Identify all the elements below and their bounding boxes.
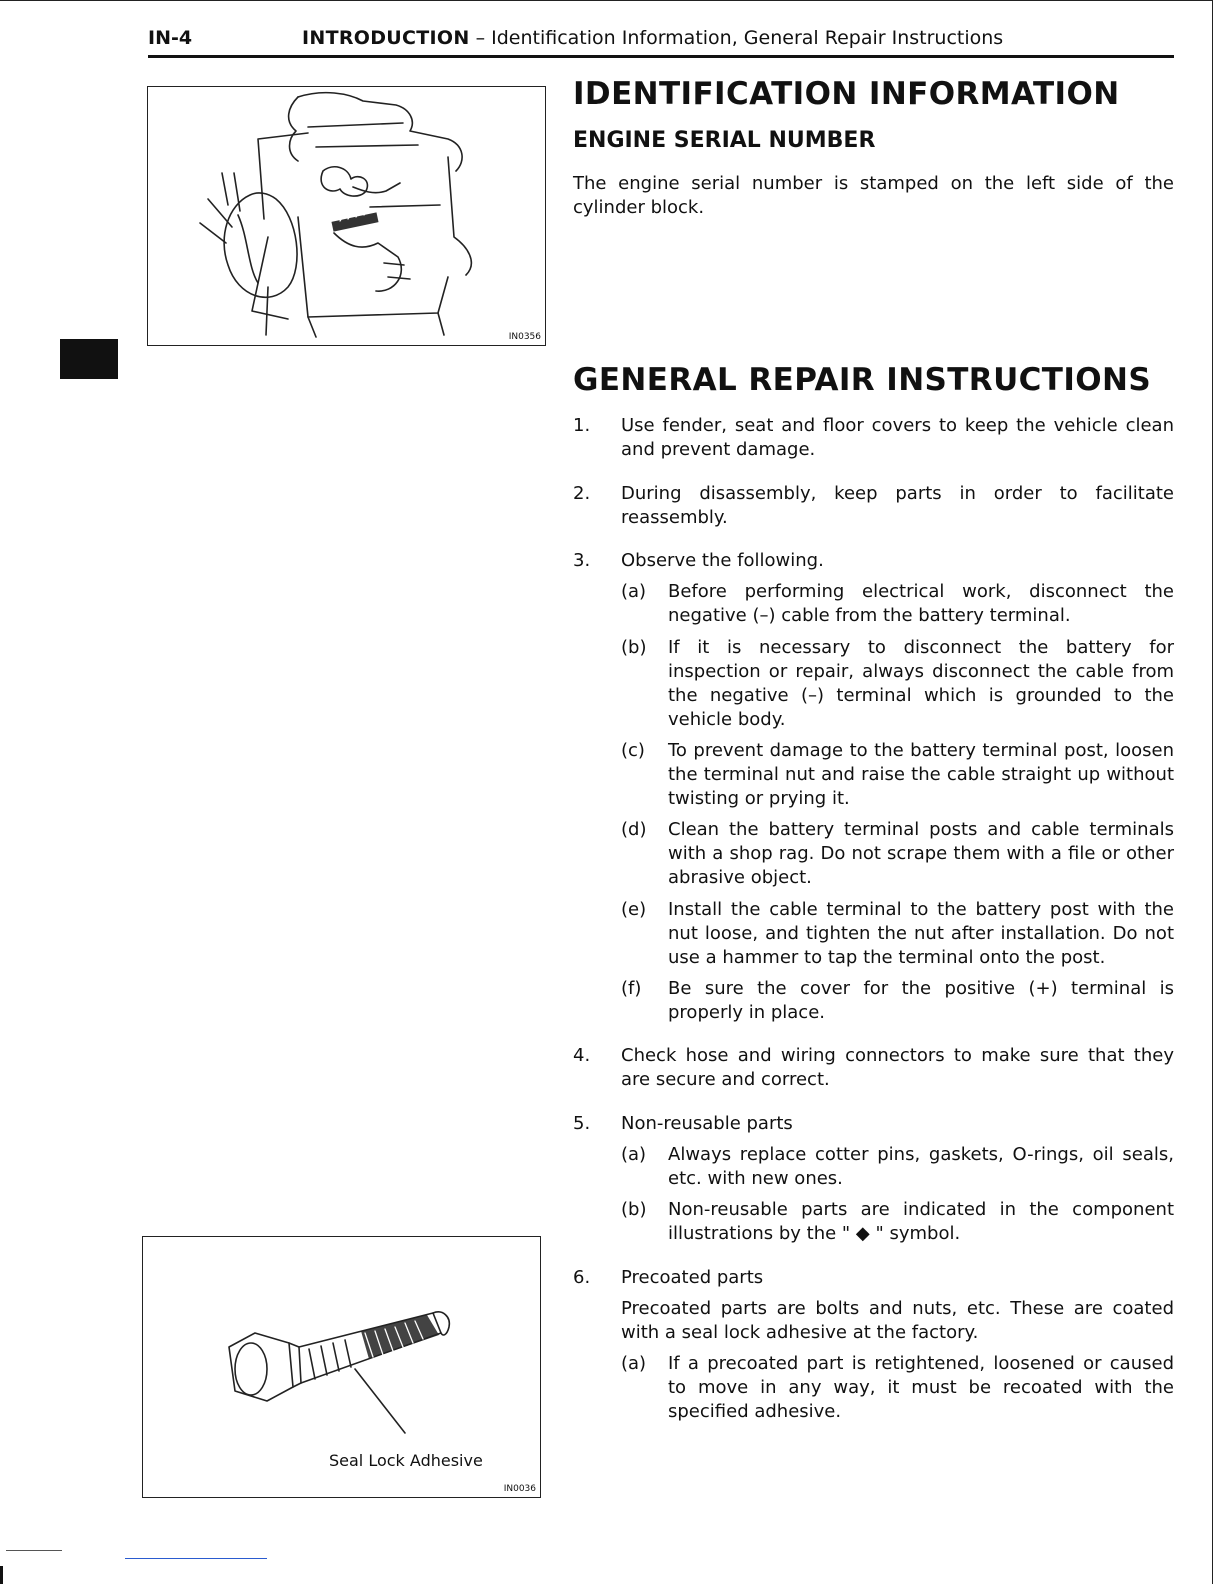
subitem-text: Clean the battery terminal posts and cable terminals with a shop rag. Do not scrape them with a file or other abrasive object. <box>668 819 1174 888</box>
page-border-right <box>1212 0 1213 1584</box>
figure-code: IN0036 <box>503 1484 536 1494</box>
subitem-letter: (b) <box>621 637 647 658</box>
item-text: Observe the following. <box>621 550 824 571</box>
engine-figure <box>147 86 546 346</box>
general-repair-heading: GENERAL REPAIR INSTRUCTIONS <box>573 362 1152 398</box>
item-number: 4. <box>573 1045 591 1066</box>
footer-mark <box>0 1566 3 1584</box>
subitem-text: Before performing electrical work, disconnect the negative (–) cable from the battery terminal. <box>668 581 1174 626</box>
item-number: 2. <box>573 483 591 504</box>
subitem-text: If it is necessary to disconnect the battery for inspection or repair, always disconnect the cable from the negative (–) terminal which is grounded to the vehicle body. <box>668 637 1174 730</box>
subitem-letter: (d) <box>621 819 647 840</box>
header-rule <box>148 55 1174 58</box>
subitem-letter: (f) <box>621 978 642 999</box>
item-number: 6. <box>573 1267 591 1288</box>
item-number: 3. <box>573 550 591 571</box>
footer-rule <box>6 1550 62 1551</box>
subitem-letter: (e) <box>621 899 647 920</box>
item-text: Check hose and wiring connectors to make sure that they are secure and correct. <box>621 1045 1174 1090</box>
subitem-letter: (b) <box>621 1199 647 1220</box>
subitem-text: If a precoated part is retightened, loosened or caused to move in any way, it must be recoated with the specified adhesive. <box>668 1353 1174 1422</box>
page-header <box>148 27 1174 53</box>
subitem-text: Non-reusable parts are indicated in the component illustrations by the " ◆ " symbol. <box>668 1199 1174 1244</box>
engine-illustration <box>148 87 545 345</box>
item-text: Use fender, seat and floor covers to keep the vehicle clean and prevent damage. <box>621 415 1174 460</box>
subitem-text: Install the cable terminal to the battery post with the nut loose, and tighten the nut after installation. Do not use a hammer to tap the terminal onto the post. <box>668 899 1174 968</box>
header-section: INTRODUCTION <box>302 27 470 49</box>
subitem-letter: (c) <box>621 740 645 761</box>
engine-serial-subheading: ENGINE SERIAL NUMBER <box>573 128 876 153</box>
item-text: Non-reusable parts <box>621 1113 793 1134</box>
section-tab-marker <box>60 339 118 379</box>
engine-serial-text: The engine serial number is stamped on the left side of the cylinder block. <box>573 173 1174 218</box>
subitem-text: Be sure the cover for the positive (+) terminal is properly in place. <box>668 978 1174 1023</box>
footer-rule <box>125 1558 267 1559</box>
subitem-text: To prevent damage to the battery terminal post, loosen the terminal nut and raise the cable straight up without twisting or prying it. <box>668 740 1174 809</box>
subitem-letter: (a) <box>621 581 647 602</box>
item-text: Precoated parts <box>621 1267 764 1288</box>
subitem-letter: (a) <box>621 1144 647 1165</box>
identification-heading: IDENTIFICATION INFORMATION <box>573 76 1120 112</box>
header-title <box>302 27 1003 49</box>
item-text: During disassembly, keep parts in order to facilitate reassembly. <box>621 483 1174 528</box>
page-number: IN-4 <box>148 27 193 49</box>
bolt-figure <box>142 1236 541 1498</box>
item-number: 1. <box>573 415 591 436</box>
header-subtitle: – Identification Information, General Repair Instructions <box>469 27 1004 49</box>
subitem-letter: (a) <box>621 1353 647 1374</box>
figure-code: IN0356 <box>508 332 541 342</box>
subitem-text: Always replace cotter pins, gaskets, O-rings, oil seals, etc. with new ones. <box>668 1144 1174 1189</box>
page-border-top <box>0 0 1212 1</box>
item-number: 5. <box>573 1113 591 1134</box>
figure-callout-label: Seal Lock Adhesive <box>329 1451 483 1470</box>
item-paragraph: Precoated parts are bolts and nuts, etc. These are coated with a seal lock adhesive at the factory. <box>621 1298 1174 1343</box>
